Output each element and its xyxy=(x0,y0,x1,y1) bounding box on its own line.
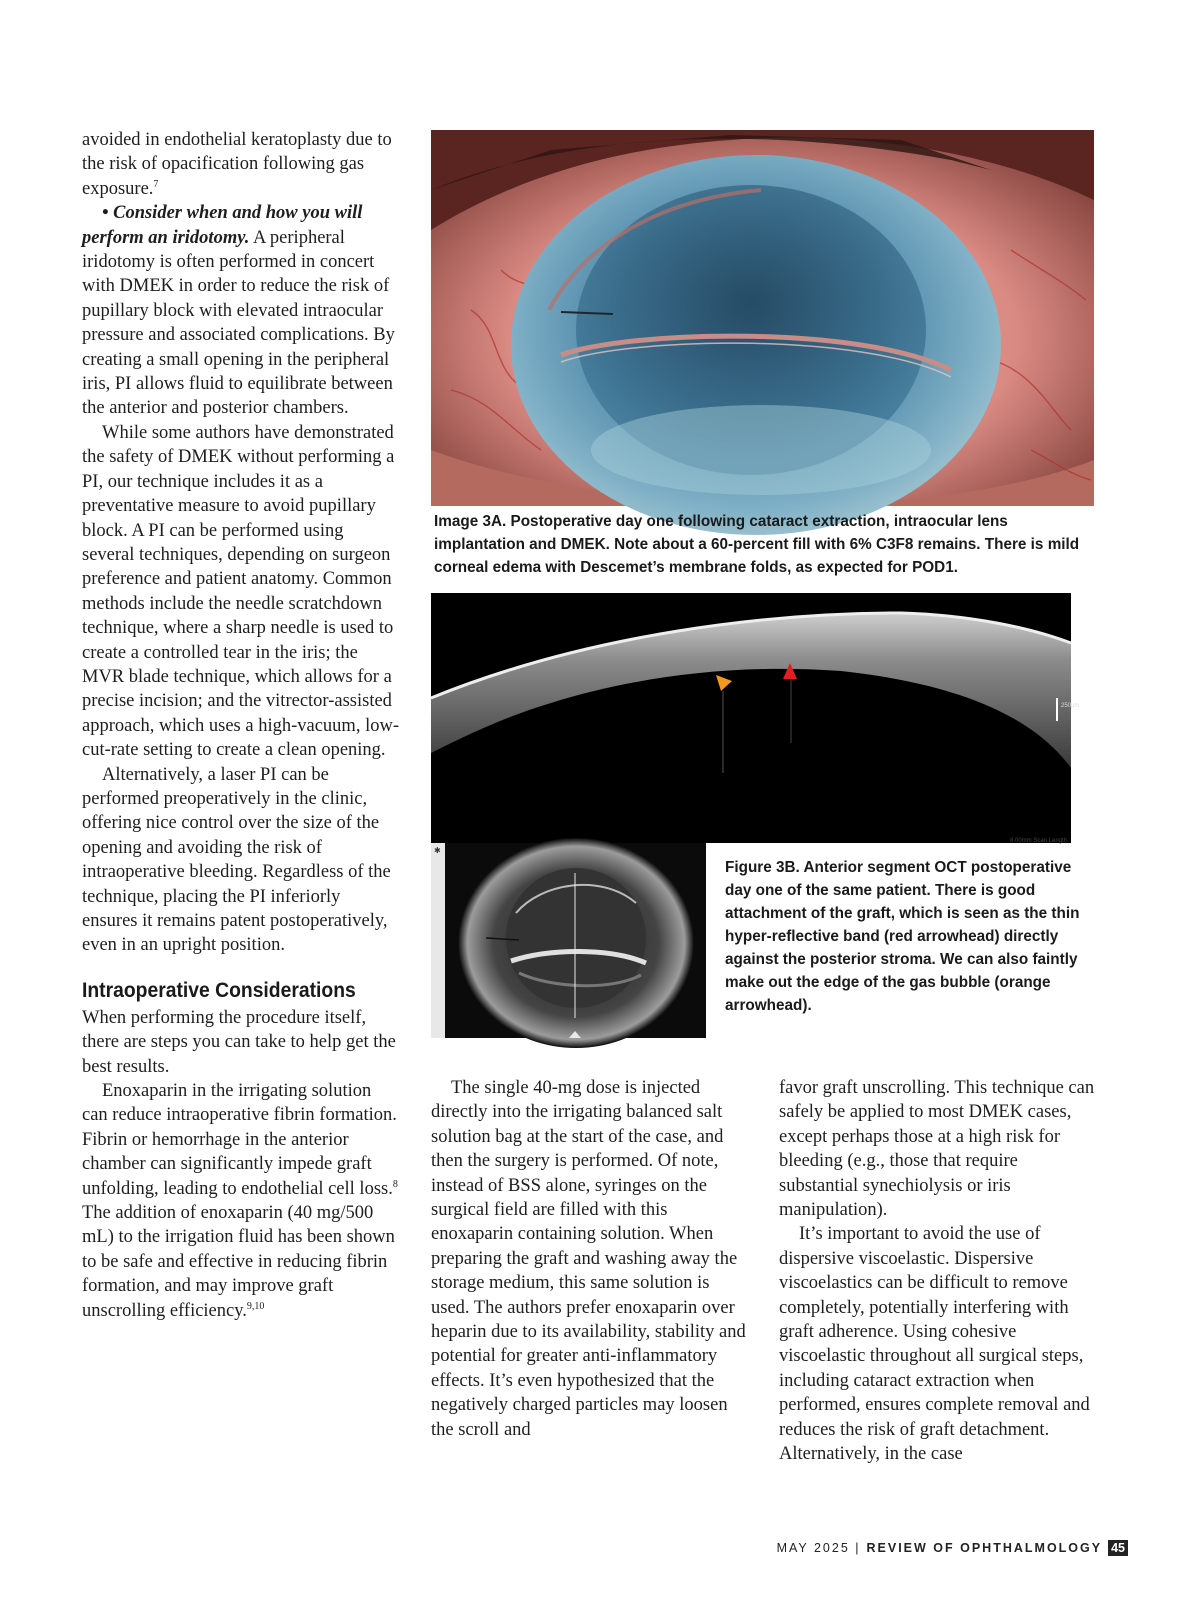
svg-text:✱: ✱ xyxy=(434,846,441,855)
oct-scan-illustration xyxy=(431,593,1071,843)
figure-3a-photo xyxy=(431,130,1094,506)
en-face-illustration xyxy=(431,843,706,1038)
oct-scale-label: 250µm xyxy=(1061,703,1080,709)
lead-in: • Consider when and how you will perform an iridotomy. xyxy=(82,203,363,248)
oct-scan-length-label: 8.00mm Scan Length xyxy=(1010,838,1068,844)
reference: 9,10 xyxy=(246,1300,265,1312)
paragraph: It’s important to avoid the use of dispersive viscoelastic. Dispersive viscoelastics can be difficult to remove completely, potentially interfering with graft adherence. Using cohesive viscoelastic throughout all surgical steps, including cataract extraction when performed, ensures complete removal and reduces the risk of graft detachment. Alternatively, in the case xyxy=(779,1224,1090,1465)
reference: 7 xyxy=(153,178,159,190)
column-3 xyxy=(779,1076,1097,1467)
paragraph: Enoxaparin in the irrigating solution can reduce intraoperative fibrin formation. Fibrin or hemorrhage in the anterior chamber can significantly impede graft unfolding, leading to endothelial cell loss.$^8$ The addition of enoxaparin (40 mg/500 mL) to the irrigation fluid has been shown to be safe and effective in reducing fibrin formation, and may improve graft unscrolling efficiency.$^{9,10}$ xyxy=(82,1081,398,1321)
paragraph: • Consider when and how you will perform an iridotomy. A peripheral iridotomy is often performed in concert with DMEK in order to reduce the risk of pupillary block with elevated intraocular pressure and associated complications. By creating a small opening in the peripheral iris, PI allows fluid to equilibrate between the anterior and posterior chambers. xyxy=(82,203,395,419)
paragraph: The single 40-mg dose is injected directly into the irrigating balanced salt solution bag at the start of the case, and then the surgery is performed. Of note, instead of BSS alone, syringes on the surgical field are filled with this enoxaparin containing solution. When preparing the graft and washing away the storage medium, this same solution is used. The authors prefer enoxaparin over heparin due to its availability, stability and potential for greater anti-inflammatory effects. It’s even hypothesized that the negatively charged particles may loosen the scroll and xyxy=(431,1078,746,1440)
figure-3a-caption: Image 3A. Postoperative day one following cataract extraction, intraocular lens implantation and DMEK. Note about a 60-percent fill with 6% C3F8 remains. There is mild corneal edema with Descemet’s membrane folds, as expected for POD1. xyxy=(434,513,1080,576)
issue-date: MAY 2025 | xyxy=(776,1541,861,1555)
page-footer xyxy=(777,1540,1128,1556)
reference: 8 xyxy=(392,1178,398,1190)
paragraph: When performing the procedure itself, there are steps you can take to help get the best results. xyxy=(82,1007,396,1077)
page-number: 45 xyxy=(1108,1540,1128,1556)
figure-3b-caption: Figure 3B. Anterior segment OCT postoperative day one of the same patient. There is good attachment of the graft, which is seen as the thin hyper-reflective band (red arrowhead) directly against the posterior stroma. We can also faintly make out the edge of the gas bubble (orange arrowhead). xyxy=(725,859,1080,1014)
paragraph: favor graft unscrolling. This technique can safely be applied to most DMEK cases, except perhaps those at a high risk for bleeding (e.g., those that require substantial synechiolysis or iris manipulation). xyxy=(779,1078,1095,1221)
figure-3b-en-face-image xyxy=(431,843,706,1038)
paragraph: While some authors have demonstrated the safety of DMEK without performing a PI, our technique includes it as a preventative measure to avoid pupillary block. A PI can be performed using several techniques, depending on surgeon preference and patient anatomy. Common methods include the needle scratchdown technique, where a sharp needle is used to create a controlled tear in the iris; the MVR blade technique, which allows for a precise incision; and the vitrector-assisted approach, which uses a high-vacuum, low-cut-rate setting to create a clean opening. xyxy=(82,422,399,761)
column-1 xyxy=(82,128,400,1323)
column-2 xyxy=(431,1076,749,1442)
eye-photo-illustration xyxy=(431,130,1094,506)
section-heading: Intraoperative Considerations xyxy=(82,978,356,1002)
paragraph: Alternatively, a laser PI can be performed preoperatively in the clinic, offering nice control over the size of the opening and avoiding the risk of intraoperative bleeding. Regardless of the technique, placing the PI inferiorly ensures it remains patent postoperatively, even in an upright position. xyxy=(82,764,391,956)
paragraph: avoided in endothelial keratoplasty due to the risk of opacification following gas exposure.$^7$ xyxy=(82,130,392,199)
figure-3b-oct-scan xyxy=(431,593,1080,843)
publication-name: REVIEW OF OPHTHALMOLOGY xyxy=(866,1541,1103,1555)
